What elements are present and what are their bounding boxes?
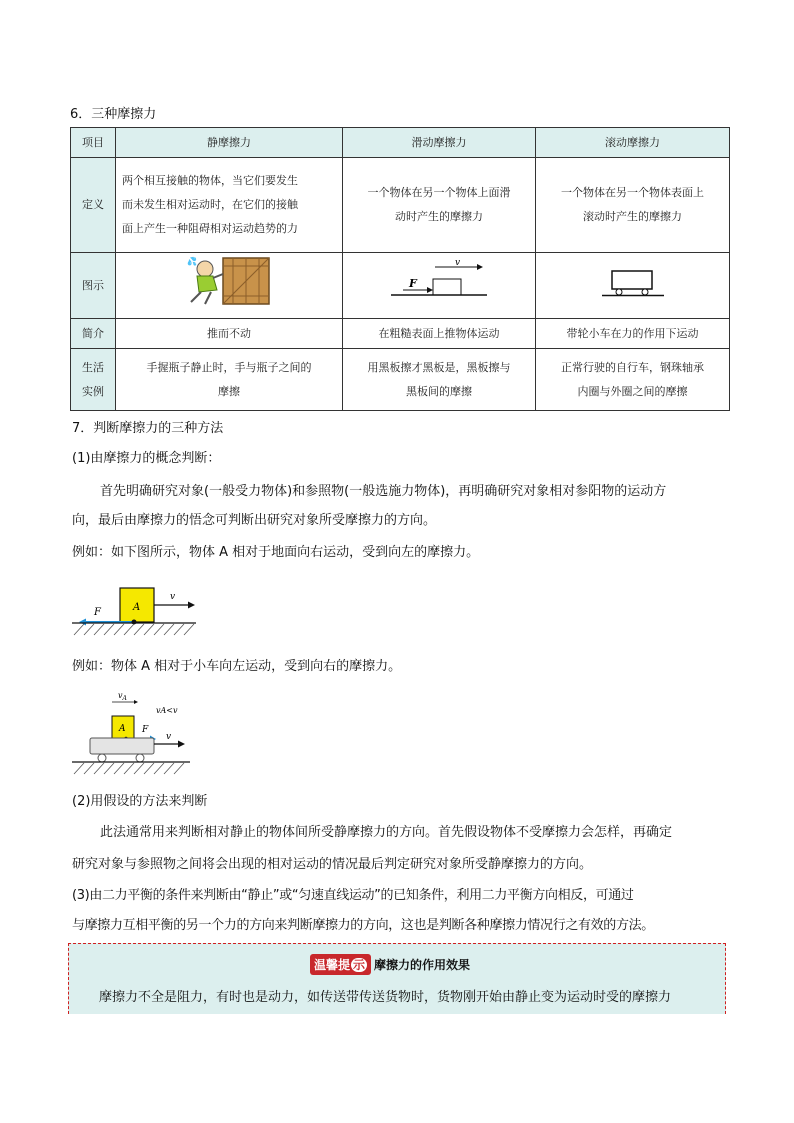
- velocity-label: v: [455, 258, 461, 268]
- text-line: 动时产生的摩擦力: [395, 210, 483, 223]
- tip-body: 摩擦力不全是阻力，有时也是动力，如传送带传送货物时，货物刚开始由静止变为运动时受的摩擦力: [99, 990, 672, 1005]
- section-7-title: 7．判断摩擦力的三种方法: [72, 421, 224, 436]
- tip-badge-emphasis: 示: [353, 958, 366, 972]
- velocity-label: v: [166, 732, 172, 742]
- vA-text: v: [118, 691, 123, 700]
- velocity-label: v: [170, 592, 176, 602]
- text-line: 内圈与外圈之间的摩擦: [577, 384, 688, 398]
- method-2-title: (2)用假设的方法来判断: [72, 794, 208, 809]
- table-header-row: [71, 128, 730, 158]
- figure-static: [116, 253, 343, 319]
- block-on-ground-diagram: [70, 582, 198, 638]
- tip-title: 摩擦力的作用效果: [374, 958, 471, 972]
- table-row-definition: [71, 158, 730, 253]
- person-pushing-crate-illustration: [183, 254, 275, 308]
- text-line: 面上产生一种阻碍相对运动趋势的力: [122, 222, 298, 235]
- intro-static: 推而不动: [116, 319, 343, 349]
- method-1-body-line-2: 向，最后由摩擦力的悟念可判断出研究对象所受摩擦力的方向。: [72, 513, 437, 528]
- header-rolling: 滚动摩擦力: [536, 128, 730, 158]
- text-line: 一个物体在另一个物体上面滑: [367, 186, 511, 199]
- definition-static: [116, 158, 343, 253]
- force-label: F: [409, 277, 417, 290]
- example-2-text: 例如：物体 A 相对于小车向左运动，受到向右的摩擦力。: [72, 659, 402, 674]
- method-1-body-line-1: 首先明确研究对象(一般受力物体)和参照物(一般选施力物体)，再明确研究对象相对参阳物的运动方: [100, 484, 667, 499]
- text-line: 滚动时产生的摩擦力: [583, 210, 682, 223]
- row-label-definition: 定义: [71, 158, 116, 253]
- method-3-line-2: 与摩擦力互相平衡的另一个力的方向来判断摩擦力的方向，这也是判断各种摩擦力情况行之有效的方法。: [72, 918, 654, 933]
- relation-label: vA<v: [156, 706, 178, 715]
- figure-sliding: [343, 253, 536, 319]
- section-6-title: 6．三种摩擦力: [70, 107, 157, 122]
- example-rolling: [536, 349, 730, 411]
- text-line: 正常行驶的自行车，钢珠轴承: [561, 360, 704, 374]
- method-2-body-line-1: 此法通常用来判断相对静止的物体间所受静摩擦力的方向。首先假设物体不受摩擦力会怎样，再确定: [100, 825, 673, 840]
- friction-label: F: [94, 607, 101, 618]
- rolling-cart-diagram: [598, 261, 668, 301]
- text-line: 一个物体在另一个物体表面上: [561, 186, 704, 199]
- text-line: 生活: [82, 360, 104, 374]
- tip-badge: [310, 954, 371, 975]
- intro-rolling: 带轮小车在力的作用下运动: [536, 319, 730, 349]
- example-1-text: 例如：如下图所示，物体 A 相对于地面向右运动，受到向左的摩擦力。: [72, 545, 480, 560]
- text-line: 摩擦: [218, 384, 240, 398]
- method-1-title: (1)由摩擦力的概念判断：: [72, 451, 221, 466]
- text-line: 用黑板擦才黑板是，黑板擦与: [367, 360, 511, 374]
- block-label: A: [133, 602, 141, 613]
- figure-rolling: [536, 253, 730, 319]
- svg-text:💦: 💦: [187, 257, 197, 266]
- header-item: 项目: [71, 128, 116, 158]
- intro-sliding: 在粗糙表面上推物体运动: [343, 319, 536, 349]
- friction-table: [70, 127, 730, 411]
- method-3-line-1: (3)由二力平衡的条件来判断由“静止”或“匀速直线运动”的已知条件，利用二力平衡方向相反，可通过: [72, 888, 634, 903]
- vA-subscript: A: [122, 695, 127, 702]
- table-row-figure: [71, 253, 730, 319]
- block-on-cart-diagram: [70, 686, 192, 778]
- text-line: 两个相互接触的物体，当它们要发生: [122, 174, 298, 187]
- header-sliding: 滑动摩擦力: [343, 128, 536, 158]
- block-label: A: [119, 724, 126, 734]
- text-line: 实例: [82, 384, 104, 398]
- row-label-figure: 图示: [71, 253, 116, 319]
- table-row-intro: [71, 319, 730, 349]
- definition-rolling: [536, 158, 730, 253]
- row-label-example: [71, 349, 116, 411]
- text-line: 手握瓶子静止时，手与瓶子之间的: [146, 360, 312, 374]
- example-sliding: [343, 349, 536, 411]
- header-static: 静摩擦力: [116, 128, 343, 158]
- row-label-intro: 简介: [71, 319, 116, 349]
- table-row-example: [71, 349, 730, 411]
- text-line: 黑板间的摩擦: [406, 384, 472, 398]
- sliding-block-diagram: [383, 257, 495, 305]
- method-2-body-line-2: 研究对象与参照物之间将会出现的相对运动的情况最后判定研究对象所受静摩擦力的方向。: [72, 857, 593, 872]
- tip-badge-text: 温馨提: [314, 958, 351, 972]
- text-line: 而未发生相对运动时，在它们的接触: [122, 198, 298, 211]
- example-static: [116, 349, 343, 411]
- definition-sliding: [343, 158, 536, 253]
- tip-box: [68, 943, 726, 1014]
- friction-label: F: [142, 725, 149, 735]
- vA-label: [118, 691, 128, 702]
